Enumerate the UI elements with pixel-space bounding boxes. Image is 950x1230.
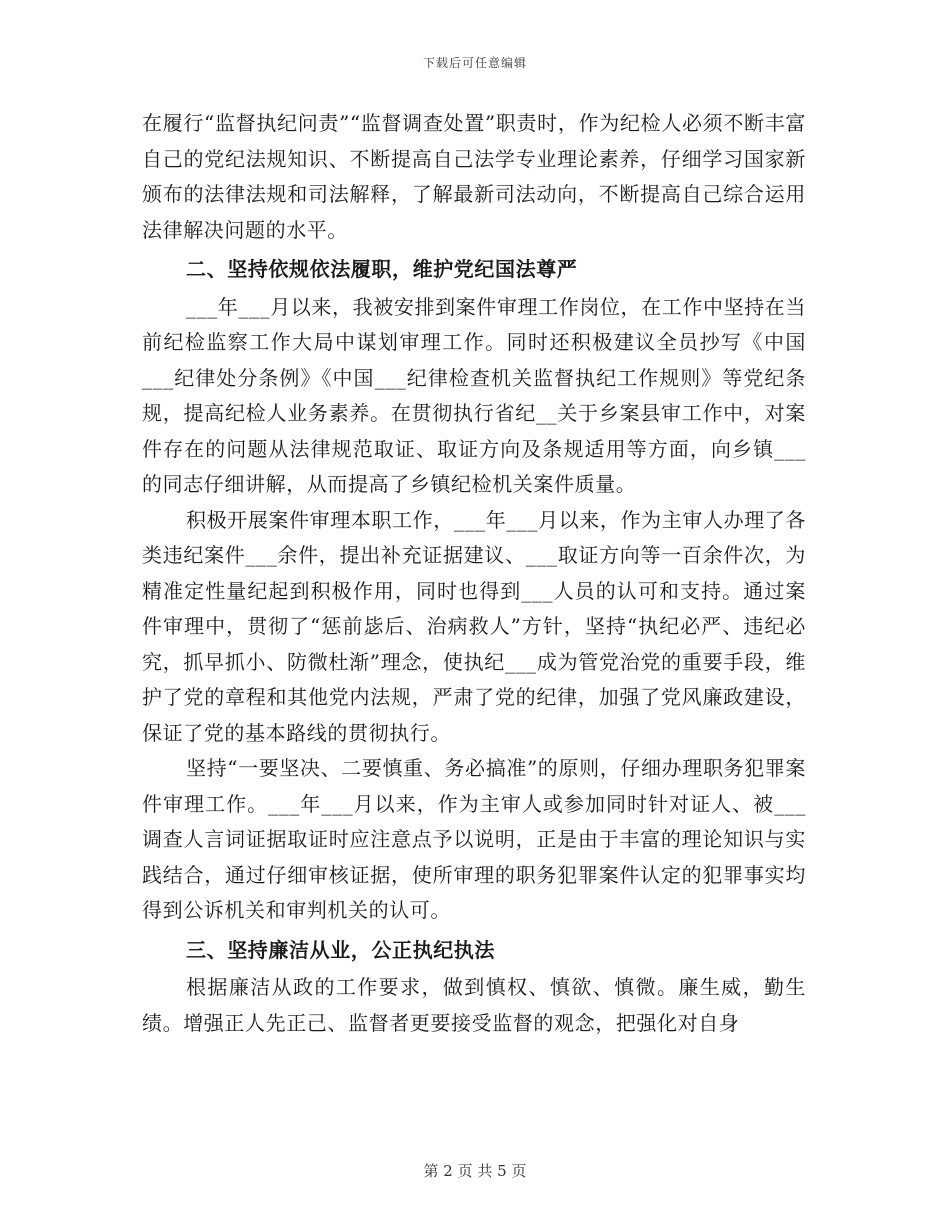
section-heading-3: 三、坚持廉洁从业，公正执纪执法 [186, 937, 495, 962]
paragraph-3: 积极开展案件审理本职工作，___年___月以来，作为主审人办理了各类违纪案件___余件，提出补充证据建议、___取证方向等一百余件次，为精准定性量纪起到积极作用，同时也得到___人员的认可和支持。通过案件审理中，贯彻了“惩前毖后、治病救人”方针，坚持“执纪必严、违纪必究，抓早抓小、防微杜渐”理念，使执纪___成为管党治党的重要手段，维护了党的章程和其他党内法规，严肃了党的纪律，加强了党风廉政建设，保证了党的基本路线的贯彻执行。 [142, 507, 806, 745]
paragraph-1: 在履行“监督执纪问责”“监督调查处置”职责时，作为纪检人必须不断丰富自己的党纪法规知识、不断提高自己法学专业理论素养，仔细学习国家新颁布的法律法规和司法解释，了解最新司法动向，不断提高自己综合运用法律解决问题的水平。 [142, 111, 806, 242]
paragraph-5: 根据廉洁从政的工作要求，做到慎权、慎欲、慎微。廉生威，勤生绩。增强正人先正己、监督者更要接受监督的观念，把强化对自身 [142, 975, 806, 1035]
section-heading-2: 二、坚持依规依法履职，维护党纪国法尊严 [186, 257, 578, 281]
page-number-footer: 第 2 页 共 5 页 [423, 1162, 527, 1180]
paragraph-4: 坚持“一要坚决、二要慎重、务必搞准”的原则，仔细办理职务犯罪案件审理工作。___年___月以来，作为主审人或参加同时针对证人、被___调查人言词证据取证时应注意点予以说明，正是由于丰富的理论知识与实践结合，通过仔细审核证据，使所审理的职务犯罪案件认定的犯罪事实均得到公诉机关和审判机关的认可。 [142, 756, 806, 922]
paragraph-2: ___年___月以来，我被安排到案件审理工作岗位，在工作中坚持在当前纪检监察工作大局中谋划审理工作。同时还积极建议全员抄写《中国___纪律处分条例》《中国___纪律检查机关监督执纪工作规则》等党纪条规，提高纪检人业务素养。在贯彻执行省纪__关于乡案县审工作中，对案件存在的问题从法律规范取证、取证方向及条规适用等方面，向乡镇___的同志仔细讲解，从而提高了乡镇纪检机关案件质量。 [142, 294, 806, 496]
page-header-note: 下载后可任意编辑 [422, 56, 527, 70]
document-body [142, 106, 806, 1041]
